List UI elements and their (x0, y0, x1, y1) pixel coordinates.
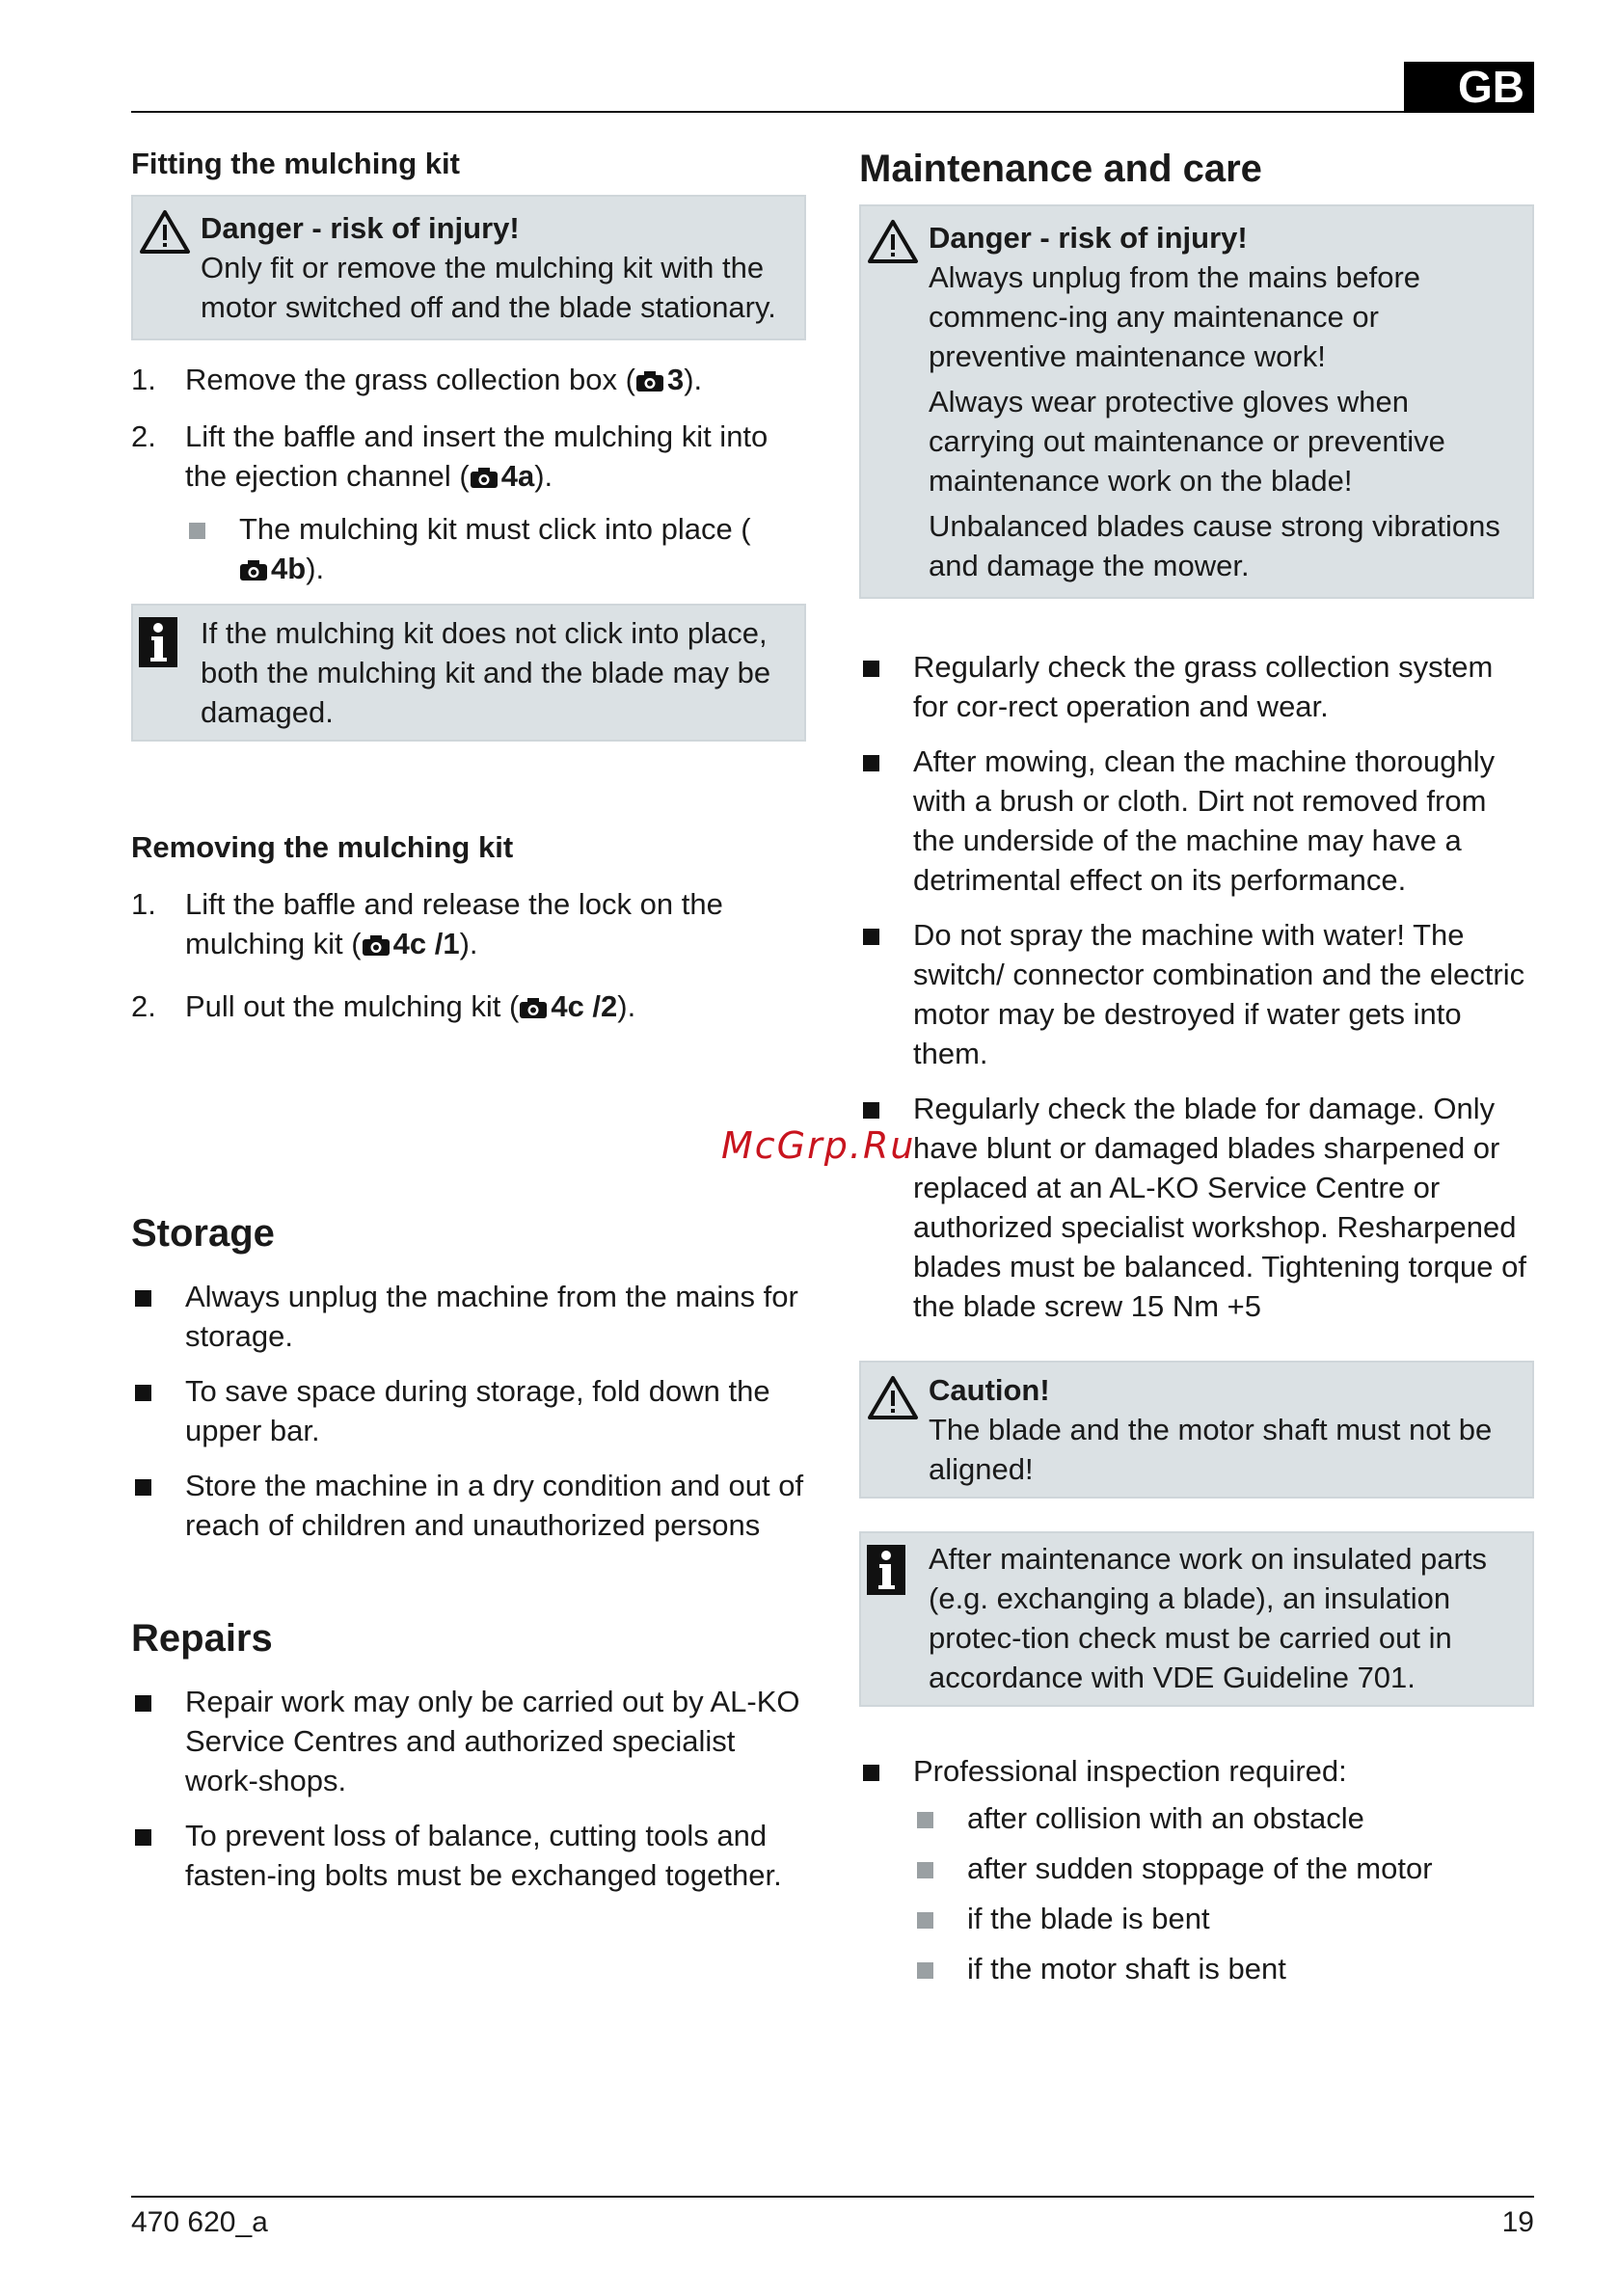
sub-end: ). (306, 552, 325, 585)
list-item: Always unplug the machine from the mains for storage. (131, 1277, 806, 1356)
camera-icon (635, 371, 664, 392)
list-item (131, 884, 806, 963)
step-end: ). (617, 989, 636, 1023)
right-column (859, 145, 1534, 1988)
document-number: 470 620_a (131, 2206, 268, 2238)
list-item: Regularly check the blade for damage. Only have blunt or damaged blades sharpened or replaced at an AL-KO Service Centre or authorized specialist workshop. Resharpened blades must be balanced. Tightening torque of the blade screw 15 Nm +5 (859, 1089, 1534, 1326)
caution-box (859, 1361, 1534, 1499)
camera-icon (239, 560, 268, 581)
step-number: 1. (131, 887, 156, 921)
list-item: Professional inspection required: (859, 1751, 1534, 1791)
maintenance-danger-line: Unbalanced blades cause strong vibrations and damage the mower. (929, 509, 1500, 582)
fitting-heading: Fitting the mulching kit (131, 147, 460, 180)
fitting-steps (131, 360, 806, 496)
figure-ref: 4a (500, 459, 535, 493)
list-item: Repair work may only be carried out by AL-KO Service Centres and authorized specialist work-shops. (131, 1682, 806, 1800)
maintenance-list (859, 647, 1534, 1326)
list-item (131, 986, 806, 1026)
step-number: 2. (131, 419, 156, 453)
camera-icon (519, 998, 548, 1019)
maintenance-danger-line: Always wear protective gloves when carrying out maintenance or preventive maintenance work on the blade! (929, 385, 1445, 498)
watermark: McGrp.Ru (721, 1124, 916, 1167)
step-number: 1. (131, 363, 156, 396)
list-item: To save space during storage, fold down the upper bar. (131, 1371, 806, 1450)
fitting-danger-text: Only fit or remove the mulching kit with the motor switched off and the blade stationary. (201, 251, 776, 324)
warning-triangle-icon (139, 208, 191, 255)
warning-triangle-icon (867, 218, 919, 264)
step-text: Lift the baffle and insert the mulching kit into the ejection channel ( (185, 419, 769, 493)
left-column (131, 145, 806, 1895)
maintenance-danger-title: Danger - risk of injury! (929, 221, 1248, 255)
maintenance-info-box (859, 1531, 1534, 1707)
list-item (131, 360, 806, 399)
figure-ref: 4c /1 (392, 927, 460, 960)
step-number: 2. (131, 989, 156, 1023)
step-text: Remove the grass collection box ( (185, 363, 635, 396)
list-item: after sudden stoppage of the motor (913, 1849, 1534, 1888)
repairs-list (131, 1682, 806, 1895)
figure-ref: 4c /2 (551, 989, 618, 1023)
removing-heading: Removing the mulching kit (131, 830, 514, 864)
removing-steps (131, 884, 806, 1026)
list-item: Do not spray the machine with water! The switch/ connector combination and the electric motor may be destroyed if water gets into them. (859, 915, 1534, 1073)
list-item: after collision with an obstacle (913, 1798, 1534, 1838)
list-item: if the blade is bent (913, 1899, 1534, 1938)
maintenance-heading: Maintenance and care (859, 148, 1262, 190)
list-item: To prevent loss of balance, cutting tools and fasten-ing bolts must be exchanged together. (131, 1816, 806, 1895)
info-icon (867, 1545, 905, 1595)
inspection-sub-list (913, 1798, 1534, 1988)
fitting-info-text: If the mulching kit does not click into place, both the mulching kit and the blade may be damaged. (201, 616, 771, 729)
page-number: 19 (1501, 2206, 1534, 2238)
camera-icon (470, 468, 499, 489)
fitting-danger-box (131, 195, 806, 340)
figure-ref: 4b (271, 552, 307, 585)
fitting-danger-title: Danger - risk of injury! (201, 211, 520, 245)
language-tab: GB (1404, 62, 1534, 113)
camera-icon (362, 935, 391, 957)
storage-list (131, 1277, 806, 1545)
step-end: ). (534, 459, 553, 493)
figure-ref: 3 (666, 363, 685, 396)
step-end: ). (684, 363, 703, 396)
step-text: Lift the baffle and release the lock on the mulching kit ( (185, 887, 723, 960)
list-item: if the motor shaft is bent (913, 1949, 1534, 1988)
fitting-info-box (131, 604, 806, 742)
list-item: Regularly check the grass collection system for cor-rect operation and wear. (859, 647, 1534, 726)
maintenance-danger-line: Always unplug from the mains before commenc-ing any maintenance or preventive maintenance work! (929, 260, 1421, 373)
fitting-sub-list (185, 509, 806, 588)
storage-heading: Storage (131, 1212, 275, 1255)
list-item: After mowing, clean the machine thoroughly with a brush or cloth. Dirt not removed from the underside of the machine may have a detrimental effect on its performance. (859, 742, 1534, 900)
sub-text: The mulching kit must click into place ( (239, 512, 751, 546)
step-text: Pull out the mulching kit ( (185, 989, 520, 1023)
list-item: Store the machine in a dry condition and out of reach of children and unauthorized persons (131, 1466, 806, 1545)
inspection-list (859, 1751, 1534, 1791)
maintenance-danger-box (859, 204, 1534, 599)
maintenance-info-text: After maintenance work on insulated parts (e.g. exchanging a blade), an insulation protec-tion check must be carried out in accordance with VDE Guideline 701. (929, 1542, 1487, 1694)
list-item (185, 509, 806, 588)
footer-rule (131, 2196, 1534, 2198)
repairs-heading: Repairs (131, 1617, 273, 1660)
info-icon (139, 617, 177, 667)
list-item (131, 417, 806, 496)
caution-text: The blade and the motor shaft must not be aligned! (929, 1413, 1493, 1486)
caution-title: Caution! (929, 1373, 1050, 1407)
step-end: ). (459, 927, 478, 960)
header-rule (131, 111, 1534, 113)
warning-triangle-icon (867, 1374, 919, 1420)
